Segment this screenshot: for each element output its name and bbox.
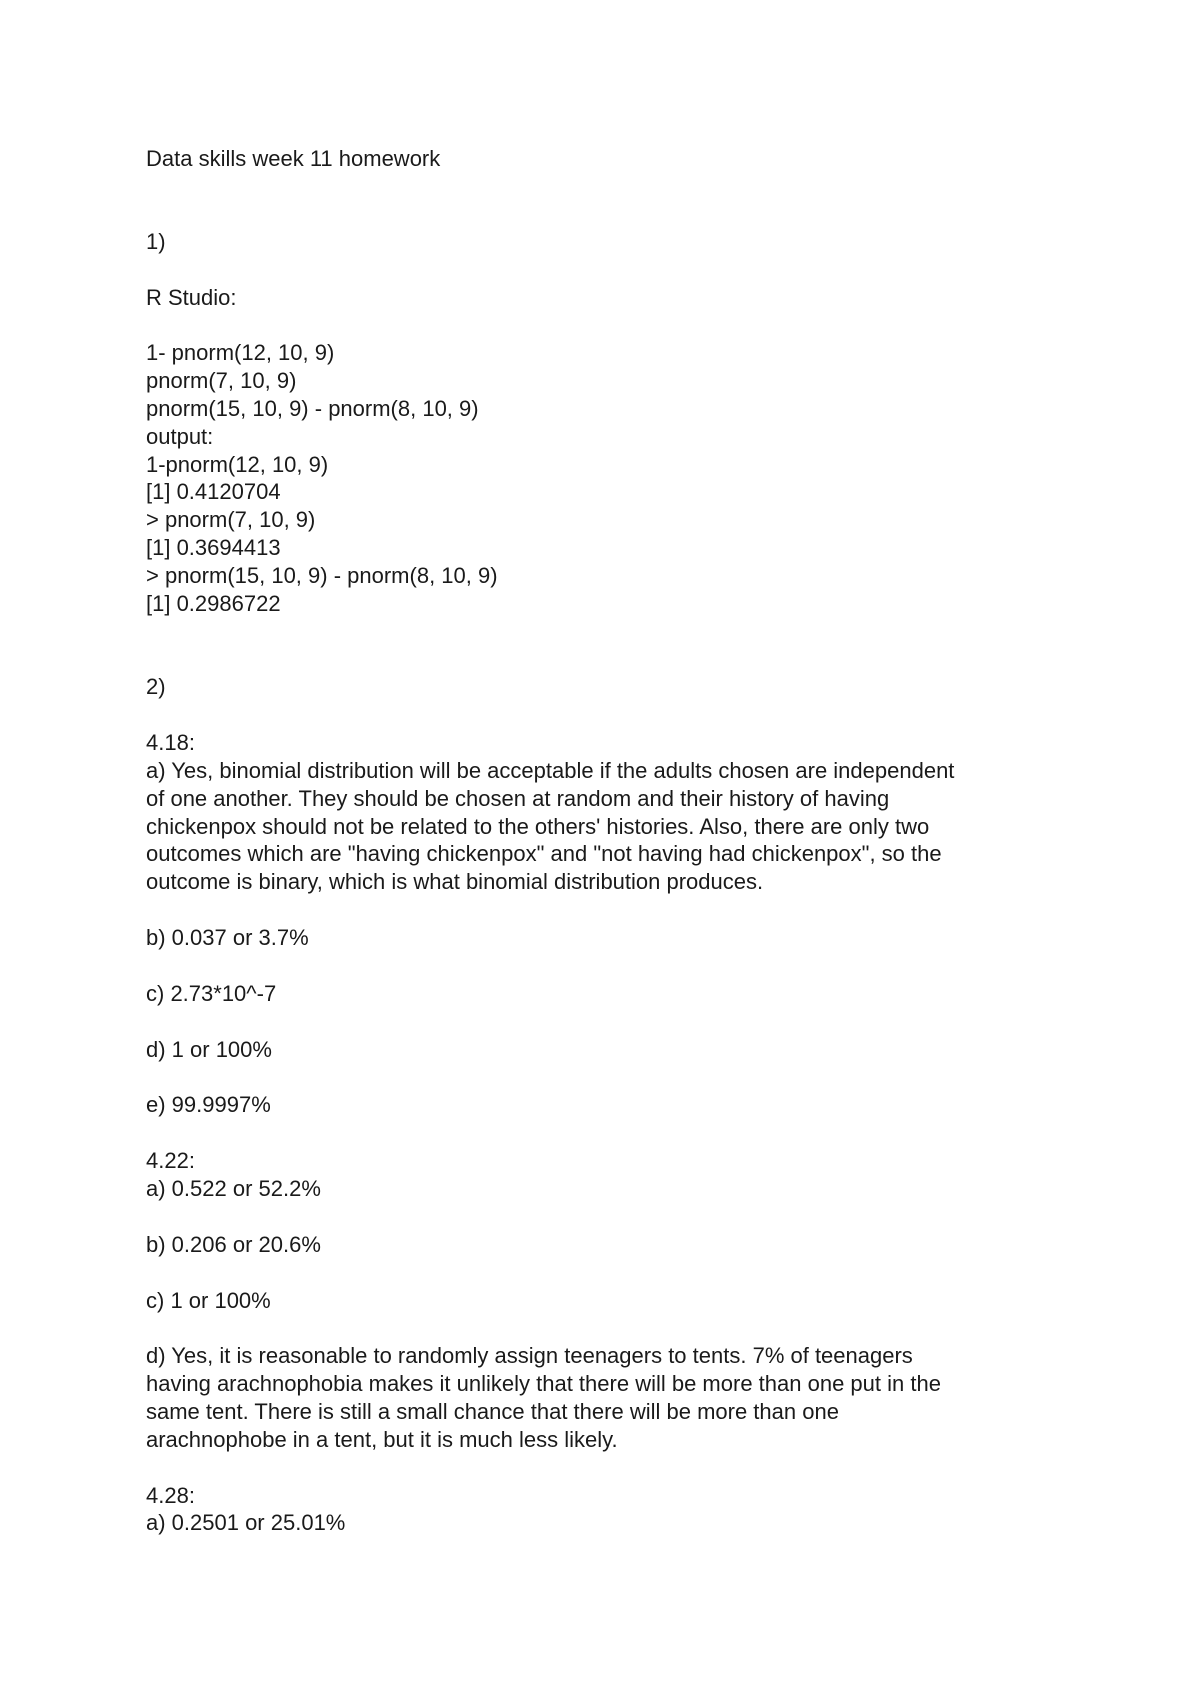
output-line: [1] 0.4120704 (146, 479, 281, 505)
answer-line: same tent. There is still a small chance that there will be more than one (146, 1398, 839, 1424)
output-line: [1] 0.2986722 (146, 590, 281, 616)
output-line: 1-pnorm(12, 10, 9) (146, 451, 329, 477)
question-2-label: 2) (146, 674, 166, 700)
answer-d: d) 1 or 100% (146, 1036, 272, 1062)
answer-line: d) Yes, it is reasonable to randomly assign teenagers to tents. 7% of teenagers (146, 1343, 913, 1369)
answer-a: a) 0.522 or 52.2% (146, 1175, 321, 1201)
exercise-4-18 (146, 729, 1076, 1119)
answer-b: b) 0.206 or 20.6% (146, 1231, 321, 1257)
exercise-label: 4.18: (146, 730, 195, 756)
exercise-label: 4.28: (146, 1482, 195, 1508)
answer-line: arachnophobe in a tent, but it is much less likely. (146, 1426, 618, 1452)
output-line: > pnorm(15, 10, 9) - pnorm(8, 10, 9) (146, 562, 498, 588)
answer-line: chickenpox should not be related to the others' histories. Also, there are only two (146, 813, 930, 839)
answer-line: of one another. They should be chosen at random and their history of having (146, 785, 890, 811)
output-line: [1] 0.3694413 (146, 534, 281, 560)
exercise-4-22 (146, 1147, 1076, 1453)
output-line: > pnorm(7, 10, 9) (146, 507, 316, 533)
answer-a: a) 0.2501 or 25.01% (146, 1510, 346, 1536)
answer-line: a) Yes, binomial distribution will be acceptable if the adults chosen are independent (146, 757, 955, 783)
document-body (146, 145, 1076, 1537)
r-output-block (146, 423, 1076, 618)
exercise-4-28 (146, 1482, 1076, 1538)
r-code-block (146, 339, 1076, 422)
answer-line: having arachnophobia makes it unlikely that there will be more than one put in the (146, 1371, 941, 1397)
code-line: pnorm(7, 10, 9) (146, 368, 297, 394)
output-label: output: (146, 423, 214, 449)
code-line: pnorm(15, 10, 9) - pnorm(8, 10, 9) (146, 395, 479, 421)
answer-e: e) 99.9997% (146, 1092, 271, 1118)
code-line: 1- pnorm(12, 10, 9) (146, 340, 335, 366)
answer-c: c) 1 or 100% (146, 1287, 271, 1313)
exercise-label: 4.22: (146, 1148, 195, 1174)
answer-b: b) 0.037 or 3.7% (146, 924, 309, 950)
r-studio-label: R Studio: (146, 284, 237, 310)
document-title: Data skills week 11 homework (146, 146, 441, 171)
answer-line: outcome is binary, which is what binomial distribution produces. (146, 869, 764, 895)
answer-paragraph (146, 757, 1076, 896)
answer-c: c) 2.73*10^-7 (146, 980, 277, 1006)
answer-paragraph (146, 1342, 1076, 1453)
question-1-label: 1) (146, 228, 166, 254)
answer-line: outcomes which are "having chickenpox" and "not having had chickenpox", so the (146, 841, 942, 867)
